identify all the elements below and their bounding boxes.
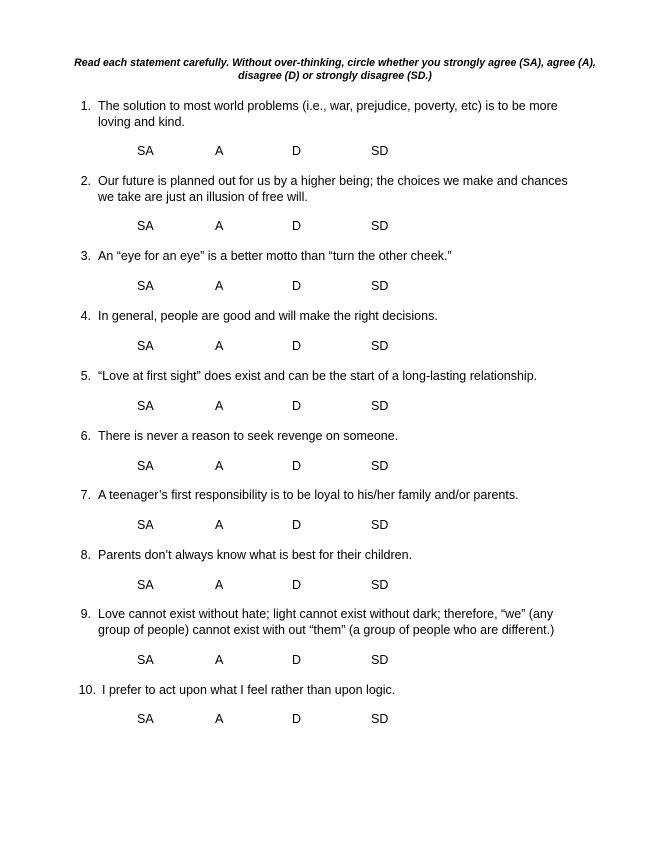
question-text	[102, 682, 602, 698]
question-number: 5.	[80, 369, 91, 383]
answer-options-6	[0, 458, 663, 474]
option-agree[interactable]: A	[215, 339, 224, 353]
question-number: 1.	[80, 99, 91, 113]
question-text-line: The solution to most world problems (i.e., war, prejudice, poverty, etc) is to be more	[98, 99, 558, 113]
instructions-line-1: Read each statement carefully. Without over-thinking, circle whether you strongly agree (SA), agree (A),	[74, 57, 596, 69]
question-text-line: “Love at first sight” does exist and can be the start of a long-lasting relationship.	[98, 369, 538, 383]
option-disagree[interactable]: D	[292, 653, 302, 667]
question-text	[98, 428, 598, 444]
option-strongly-disagree[interactable]: SD	[371, 144, 389, 158]
question-text-line: I prefer to act upon what I feel rather than upon logic.	[102, 683, 396, 697]
question-number: 2.	[80, 174, 91, 188]
option-agree[interactable]: A	[215, 219, 224, 233]
option-strongly-disagree[interactable]: SD	[371, 339, 389, 353]
option-agree[interactable]: A	[215, 712, 224, 726]
option-strongly-agree[interactable]: SA	[137, 279, 154, 293]
question-text-line: A teenager’s first responsibility is to be loyal to his/her family and/or parents.	[98, 488, 519, 502]
question-text-line: Our future is planned out for us by a higher being; the choices we make and chances	[98, 174, 568, 188]
option-agree[interactable]: A	[215, 518, 224, 532]
question-text-line: loving and kind.	[98, 115, 185, 129]
option-disagree[interactable]: D	[292, 279, 302, 293]
option-strongly-agree[interactable]: SA	[137, 459, 154, 473]
option-strongly-disagree[interactable]: SD	[371, 518, 389, 532]
option-strongly-disagree[interactable]: SD	[371, 279, 389, 293]
option-agree[interactable]: A	[215, 279, 224, 293]
answer-options-9	[0, 652, 663, 668]
question-number: 10.	[78, 683, 96, 697]
option-strongly-agree[interactable]: SA	[137, 339, 154, 353]
option-strongly-agree[interactable]: SA	[137, 144, 154, 158]
question-number: 6.	[80, 429, 91, 443]
option-agree[interactable]: A	[215, 459, 224, 473]
option-strongly-agree[interactable]: SA	[137, 712, 154, 726]
instructions-line-2: disagree (D) or strongly disagree (SD.)	[238, 70, 432, 82]
option-disagree[interactable]: D	[292, 399, 302, 413]
question-number: 8.	[80, 548, 91, 562]
option-disagree[interactable]: D	[292, 219, 302, 233]
question-text	[98, 547, 598, 563]
option-disagree[interactable]: D	[292, 518, 302, 532]
option-agree[interactable]: A	[215, 144, 224, 158]
answer-options-10	[0, 711, 663, 727]
question-text-line: In general, people are good and will make the right decisions.	[98, 309, 438, 323]
question-text	[98, 98, 598, 130]
option-strongly-disagree[interactable]: SD	[371, 399, 389, 413]
question-number: 4.	[80, 309, 91, 323]
question-text-line: An “eye for an eye” is a better motto than “turn the other cheek.”	[98, 249, 452, 263]
question-text-line: Parents don’t always know what is best for their children.	[98, 548, 413, 562]
option-strongly-disagree[interactable]: SD	[371, 459, 389, 473]
question-text	[98, 248, 598, 264]
question-text	[98, 487, 598, 503]
option-strongly-agree[interactable]: SA	[137, 578, 154, 592]
option-agree[interactable]: A	[215, 578, 224, 592]
option-agree[interactable]: A	[215, 399, 224, 413]
instructions	[55, 57, 615, 83]
answer-options-1	[0, 143, 663, 159]
option-strongly-disagree[interactable]: SD	[371, 578, 389, 592]
option-disagree[interactable]: D	[292, 712, 302, 726]
answer-options-2	[0, 218, 663, 234]
option-strongly-agree[interactable]: SA	[137, 399, 154, 413]
answer-options-7	[0, 517, 663, 533]
answer-options-8	[0, 577, 663, 593]
option-disagree[interactable]: D	[292, 144, 302, 158]
question-text	[98, 308, 598, 324]
question-text	[98, 173, 598, 205]
question-text-line: Love cannot exist without hate; light cannot exist without dark; therefore, “we” (any	[98, 607, 554, 621]
question-number: 3.	[80, 249, 91, 263]
answer-options-4	[0, 338, 663, 354]
option-strongly-agree[interactable]: SA	[137, 219, 154, 233]
option-disagree[interactable]: D	[292, 459, 302, 473]
question-text	[98, 368, 598, 384]
question-number: 9.	[80, 607, 91, 621]
option-disagree[interactable]: D	[292, 578, 302, 592]
option-strongly-disagree[interactable]: SD	[371, 653, 389, 667]
option-strongly-agree[interactable]: SA	[137, 518, 154, 532]
question-text-line: we take are just an illusion of free will.	[98, 190, 308, 204]
option-strongly-disagree[interactable]: SD	[371, 712, 389, 726]
question-text-line: There is never a reason to seek revenge on someone.	[98, 429, 399, 443]
option-agree[interactable]: A	[215, 653, 224, 667]
answer-options-5	[0, 398, 663, 414]
option-strongly-agree[interactable]: SA	[137, 653, 154, 667]
option-strongly-disagree[interactable]: SD	[371, 219, 389, 233]
question-text-line: group of people) cannot exist with out “them” (a group of people who are different.)	[98, 623, 555, 637]
answer-options-3	[0, 278, 663, 294]
question-number: 7.	[80, 488, 91, 502]
option-disagree[interactable]: D	[292, 339, 302, 353]
question-text	[98, 606, 598, 638]
